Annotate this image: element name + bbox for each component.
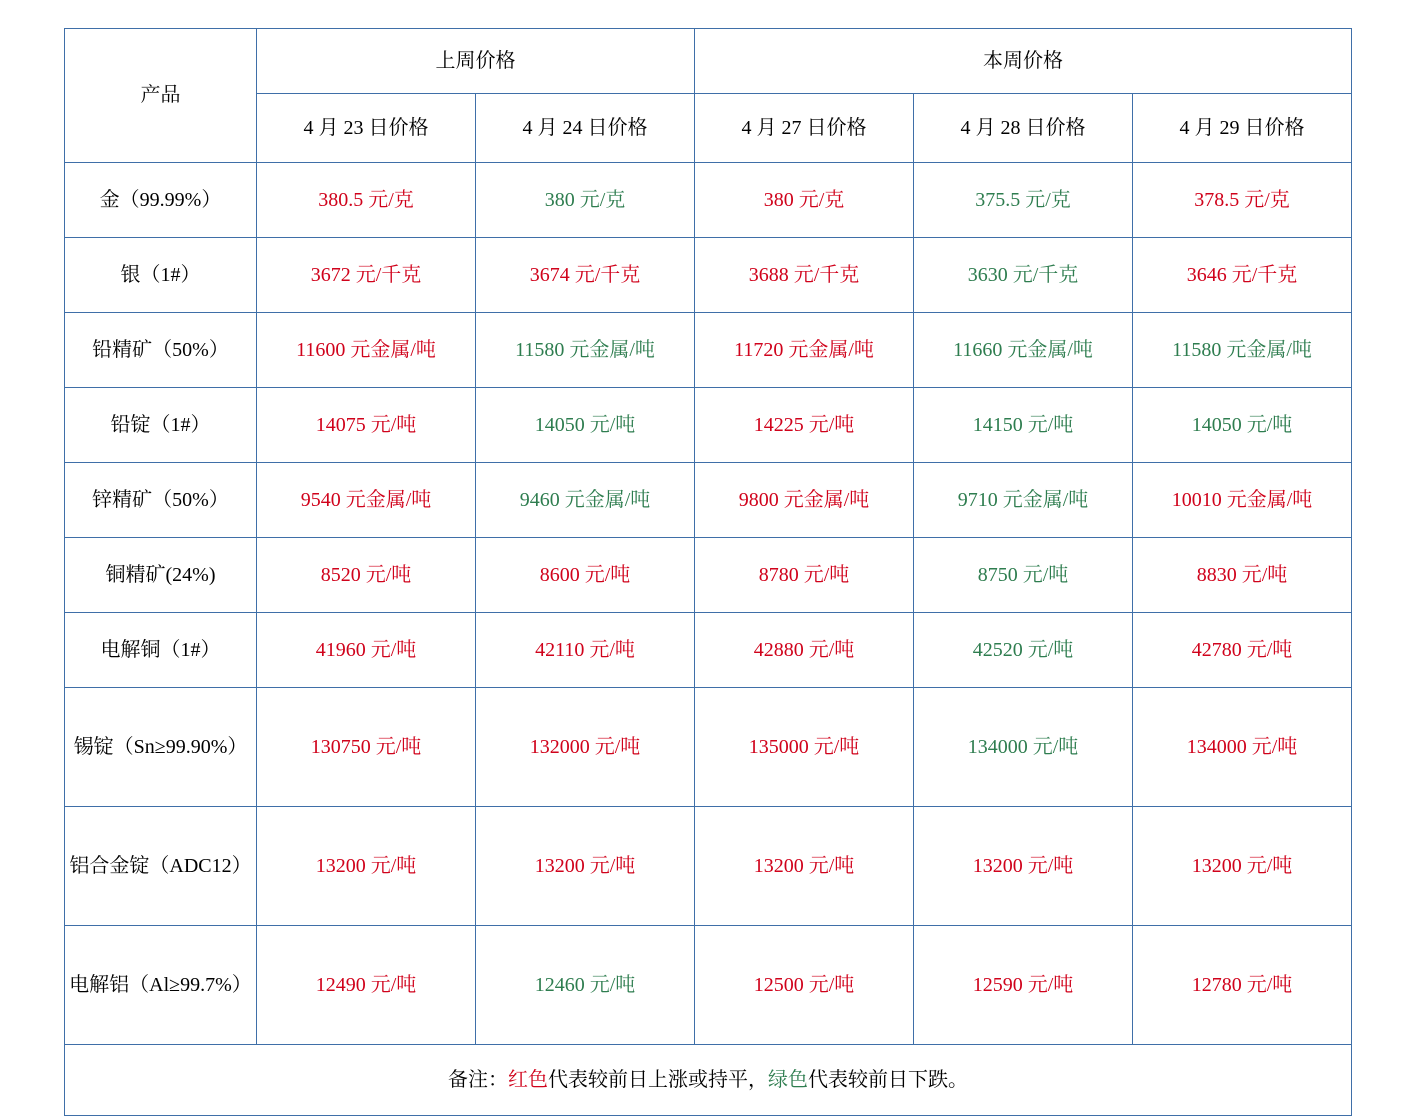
header-day-0424: 4 月 24 日价格 (476, 94, 695, 163)
price-cell: 42780 元/吨 (1133, 613, 1352, 688)
price-cell: 3646 元/千克 (1133, 238, 1352, 313)
price-cell: 13200 元/吨 (1133, 807, 1352, 926)
price-cell: 11600 元金属/吨 (257, 313, 476, 388)
table-row (65, 926, 1352, 1045)
price-cell: 11660 元金属/吨 (914, 313, 1133, 388)
product-name: 电解铝（Al≥99.7%） (65, 926, 257, 1045)
price-cell: 9710 元金属/吨 (914, 463, 1133, 538)
note-green-text: 绿色 (768, 1068, 809, 1091)
price-cell: 12780 元/吨 (1133, 926, 1352, 1045)
price-cell: 8780 元/吨 (695, 538, 914, 613)
metal-price-table (64, 28, 1352, 1116)
product-name: 金（99.99%） (65, 163, 257, 238)
table-row (65, 238, 1352, 313)
product-name: 锡锭（Sn≥99.90%） (65, 688, 257, 807)
table-header-group-row (65, 29, 1352, 94)
price-cell: 3672 元/千克 (257, 238, 476, 313)
product-name: 银（1#） (65, 238, 257, 313)
price-cell: 14150 元/吨 (914, 388, 1133, 463)
table-row (65, 163, 1352, 238)
price-cell: 380 元/克 (476, 163, 695, 238)
price-cell: 9800 元金属/吨 (695, 463, 914, 538)
price-cell: 378.5 元/克 (1133, 163, 1352, 238)
product-name: 铅锭（1#） (65, 388, 257, 463)
price-cell: 13200 元/吨 (476, 807, 695, 926)
header-day-0429: 4 月 29 日价格 (1133, 94, 1352, 163)
table-row (65, 807, 1352, 926)
table-row (65, 313, 1352, 388)
price-cell: 41960 元/吨 (257, 613, 476, 688)
price-cell: 380.5 元/克 (257, 163, 476, 238)
price-cell: 3630 元/千克 (914, 238, 1133, 313)
price-cell: 375.5 元/克 (914, 163, 1133, 238)
price-cell: 9460 元金属/吨 (476, 463, 695, 538)
price-cell: 130750 元/吨 (257, 688, 476, 807)
table-header-day-row (65, 94, 1352, 163)
price-cell: 14225 元/吨 (695, 388, 914, 463)
price-cell: 11720 元金属/吨 (695, 313, 914, 388)
price-cell: 12590 元/吨 (914, 926, 1133, 1045)
price-cell: 10010 元金属/吨 (1133, 463, 1352, 538)
price-cell: 13200 元/吨 (695, 807, 914, 926)
price-cell: 134000 元/吨 (1133, 688, 1352, 807)
product-name: 铝合金锭（ADC12） (65, 807, 257, 926)
price-cell: 12460 元/吨 (476, 926, 695, 1045)
product-name: 电解铜（1#） (65, 613, 257, 688)
price-cell: 42110 元/吨 (476, 613, 695, 688)
table-row (65, 538, 1352, 613)
header-group-this-week: 本周价格 (695, 29, 1352, 94)
price-cell: 14075 元/吨 (257, 388, 476, 463)
price-cell: 8520 元/吨 (257, 538, 476, 613)
price-cell: 42520 元/吨 (914, 613, 1133, 688)
note-red-text: 红色 (508, 1068, 549, 1091)
price-cell: 11580 元金属/吨 (1133, 313, 1352, 388)
header-product-label: 产品 (65, 29, 257, 163)
table-row (65, 463, 1352, 538)
price-cell: 3674 元/千克 (476, 238, 695, 313)
price-cell: 132000 元/吨 (476, 688, 695, 807)
product-name: 铜精矿(24%) (65, 538, 257, 613)
header-day-0427: 4 月 27 日价格 (695, 94, 914, 163)
product-name: 锌精矿（50%） (65, 463, 257, 538)
price-cell: 3688 元/千克 (695, 238, 914, 313)
note-cell (65, 1045, 1352, 1116)
price-cell: 8750 元/吨 (914, 538, 1133, 613)
price-cell: 12500 元/吨 (695, 926, 914, 1045)
price-cell: 42880 元/吨 (695, 613, 914, 688)
note-tail-text: 代表较前日下跌。 (808, 1068, 969, 1091)
price-cell: 134000 元/吨 (914, 688, 1133, 807)
price-cell: 8830 元/吨 (1133, 538, 1352, 613)
table-note-row (65, 1045, 1352, 1116)
header-group-last-week: 上周价格 (257, 29, 695, 94)
price-cell: 135000 元/吨 (695, 688, 914, 807)
header-day-0428: 4 月 28 日价格 (914, 94, 1133, 163)
price-cell: 12490 元/吨 (257, 926, 476, 1045)
price-cell: 13200 元/吨 (914, 807, 1133, 926)
table-row (65, 613, 1352, 688)
price-cell: 9540 元金属/吨 (257, 463, 476, 538)
note-label: 备注： (448, 1068, 509, 1091)
product-name: 铅精矿（50%） (65, 313, 257, 388)
price-cell: 13200 元/吨 (257, 807, 476, 926)
price-cell: 14050 元/吨 (1133, 388, 1352, 463)
table-row (65, 688, 1352, 807)
price-cell: 14050 元/吨 (476, 388, 695, 463)
price-cell: 11580 元金属/吨 (476, 313, 695, 388)
price-cell: 8600 元/吨 (476, 538, 695, 613)
header-day-0423: 4 月 23 日价格 (257, 94, 476, 163)
price-cell: 380 元/克 (695, 163, 914, 238)
table-row (65, 388, 1352, 463)
note-middle-text: 代表较前日上涨或持平， (548, 1068, 769, 1091)
